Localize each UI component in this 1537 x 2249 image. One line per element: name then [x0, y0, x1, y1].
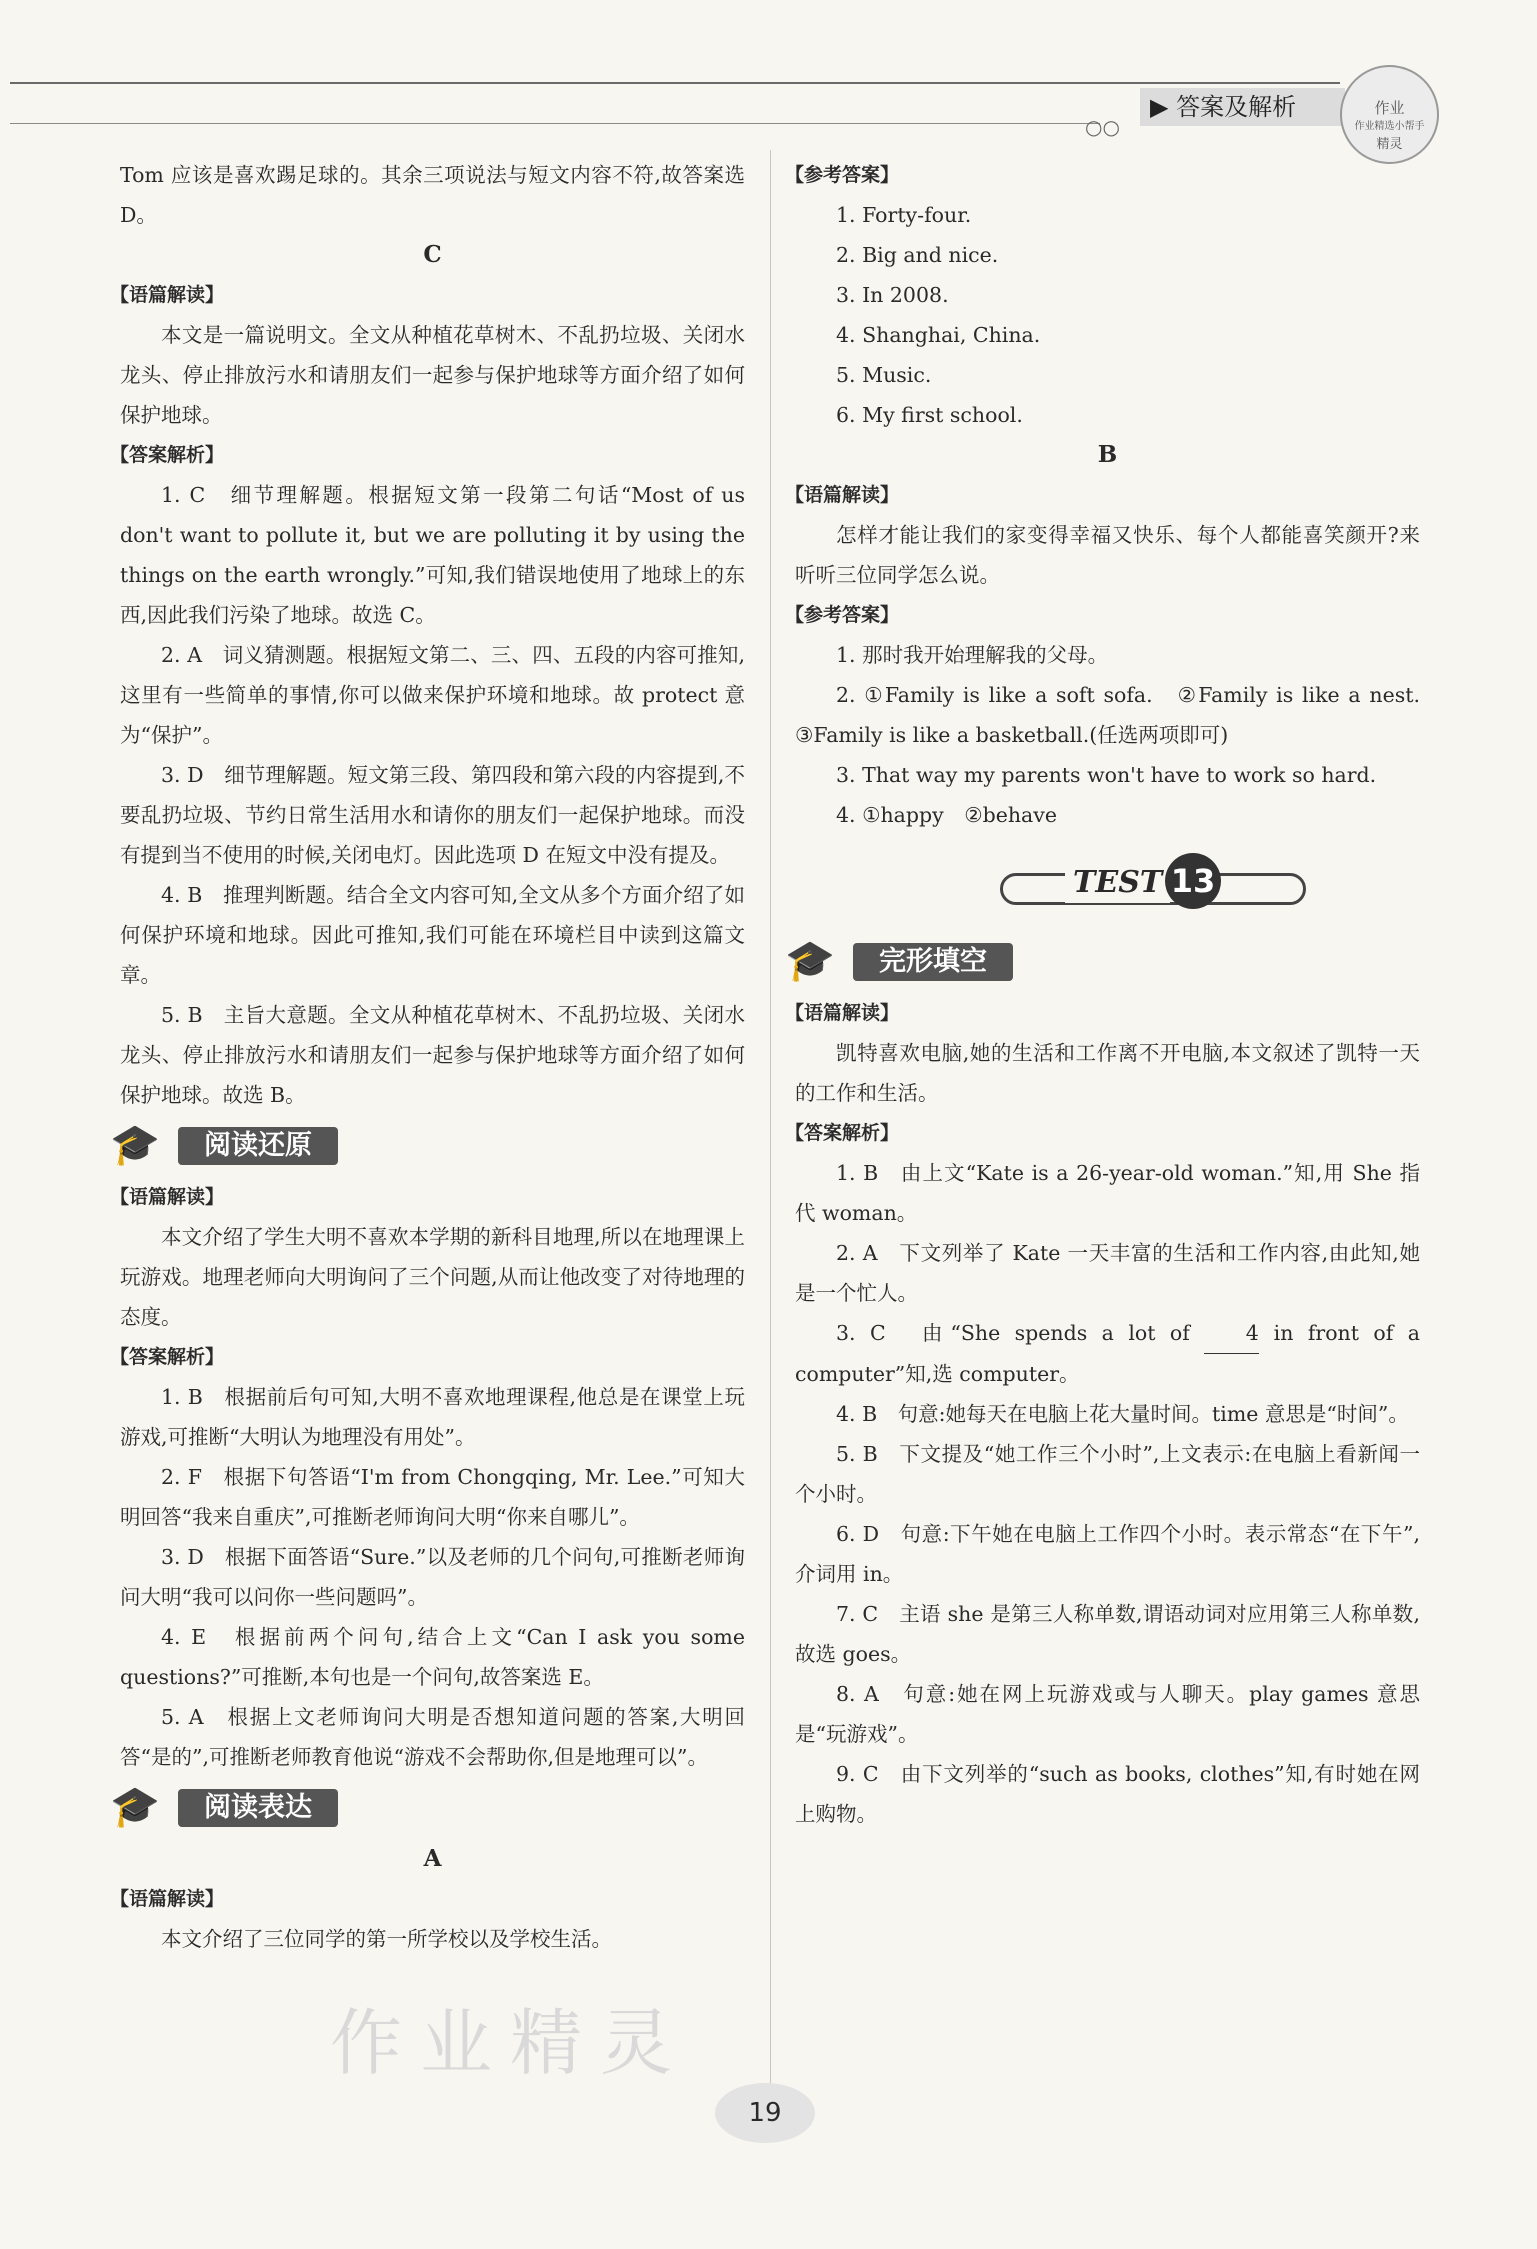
logo-text-bottom: 精灵 — [1376, 137, 1403, 152]
tag-passage-analysis: 【语篇解读】 — [110, 284, 225, 306]
answer-item: 7. C 主语 she 是第三人称单数,谓语动词对应用第三人称单数,故选 goes。 — [795, 1602, 1420, 1666]
left-column — [110, 155, 745, 1959]
answer-item: 2. A 词义猜测题。根据短文第二、三、四、五段的内容可推知,这里有一些简单的事情,你可以做来保护环境和地球。故 protect 意为“保护”。 — [120, 643, 745, 747]
section-letter-b: B — [1097, 441, 1118, 468]
test-label: TEST — [1065, 863, 1170, 903]
column-divider — [770, 150, 771, 2090]
section-banner-cloze — [785, 937, 1035, 985]
banner-label: 阅读还原 — [178, 1127, 338, 1165]
answer-item — [795, 1313, 1420, 1394]
header-circles-decoration: ○○ — [1085, 115, 1120, 139]
answer-item: 5. B 主旨大意题。全文从种植花草树木、不乱扔垃圾、关闭水龙头、停止排放污水和请朋友们一起参与保护地球等方面介绍了如何保护地球。故选 B。 — [120, 1003, 745, 1107]
blank-number: 4 — [1204, 1313, 1259, 1354]
test-banner — [795, 849, 1420, 919]
graduation-cap-icon: 🎓 — [110, 1122, 160, 1168]
answer-text: in front of a computer”知,选 computer。 — [795, 1321, 1420, 1386]
banner-label: 阅读表达 — [178, 1789, 338, 1827]
passage-intro: 本文介绍了学生大明不喜欢本学期的新科目地理,所以在地理课上玩游戏。地理老师向大明询问了三个问题,从而让他改变了对待地理的态度。 — [120, 1225, 745, 1329]
publisher-logo — [1340, 65, 1439, 164]
answer-item: 2. A 下文列举了 Kate 一天丰富的生活和工作内容,由此知,她是一个忙人。 — [795, 1241, 1420, 1305]
answer-text: 3. C 由“She spends a lot of — [836, 1321, 1190, 1345]
tag-answer-analysis: 【答案解析】 — [110, 444, 225, 466]
answer-item: 5. B 下文提及“她工作三个小时”,上文表示:在电脑上看新闻一个小时。 — [795, 1442, 1420, 1506]
answer-line: 1. 那时我开始理解我的父母。 — [836, 643, 1109, 667]
tag-passage-analysis: 【语篇解读】 — [110, 1186, 225, 1208]
tag-passage-analysis: 【语篇解读】 — [110, 1888, 225, 1910]
answer-item: 4. B 句意:她每天在电脑上花大量时间。time 意思是“时间”。 — [836, 1402, 1409, 1426]
header-rule — [10, 82, 1340, 84]
header-rule-secondary — [10, 123, 1100, 124]
answer-item: 5. A 根据上文老师询问大明是否想知道问题的答案,大明回答“是的”,可推断老师教育他说“游戏不会帮助你,但是地理可以”。 — [120, 1705, 745, 1769]
answer-line: 3. That way my parents won't have to work so hard. — [836, 763, 1377, 787]
header-tab-label: 答案及解析 — [1176, 93, 1297, 121]
logo-text-top: 作业 — [1374, 99, 1405, 117]
page-number: 19 — [715, 2083, 815, 2143]
right-column — [785, 155, 1441, 1834]
answer-item: 1. B 根据前后句可知,大明不喜欢地理课程,他总是在课堂上玩游戏,可推断“大明认为地理没有用处”。 — [120, 1385, 745, 1449]
answer-line: 6. My first school. — [836, 403, 1023, 427]
answer-line: 3. In 2008. — [836, 283, 949, 307]
tag-reference-answer: 【参考答案】 — [785, 604, 900, 626]
passage-intro: 本文是一篇说明文。全文从种植花草树木、不乱扔垃圾、关闭水龙头、停止排放污水和请朋友们一起参与保护地球等方面介绍了如何保护地球。 — [120, 323, 745, 427]
answer-item: 3. D 根据下面答语“Sure.”以及老师的几个问句,可推断老师询问大明“我可以问你一些问题吗”。 — [120, 1545, 745, 1609]
tag-passage-analysis: 【语篇解读】 — [785, 1002, 900, 1024]
tag-passage-analysis: 【语篇解读】 — [785, 484, 900, 506]
answer-item: 6. D 句意:下午她在电脑上工作四个小时。表示常态“在下午”,介词用 in。 — [795, 1522, 1420, 1586]
answer-item: 1. B 由上文“Kate is a 26-year-old woman.”知,用 She 指代 woman。 — [795, 1161, 1420, 1225]
section-banner-reading-expression — [110, 1783, 360, 1831]
section-banner-reading-restore — [110, 1121, 360, 1169]
answer-item: 2. F 根据下句答语“I'm from Chongqing, Mr. Lee.”可知大明回答“我来自重庆”,可推断老师询问大明“你来自哪儿”。 — [120, 1465, 745, 1529]
answer-line: 4. Shanghai, China. — [836, 323, 1041, 347]
header-section-tab: ▶ 答案及解析 — [1140, 88, 1345, 126]
passage-intro: 怎样才能让我们的家变得幸福又快乐、每个人都能喜笑颜开?来听听三位同学怎么说。 — [795, 523, 1420, 587]
test-number-badge: 13 — [1165, 853, 1221, 909]
passage-intro: 凯特喜欢电脑,她的生活和工作离不开电脑,本文叙述了凯特一天的工作和生活。 — [795, 1041, 1420, 1105]
answer-line: 2. Big and nice. — [836, 243, 999, 267]
tag-answer-analysis: 【答案解析】 — [110, 1346, 225, 1368]
continuation-paragraph: Tom 应该是喜欢踢足球的。其余三项说法与短文内容不符,故答案选 D。 — [120, 163, 745, 227]
section-letter-c: C — [423, 241, 442, 268]
banner-label: 完形填空 — [853, 943, 1013, 981]
answer-item: 4. E 根据前两个问句,结合上文“Can I ask you some questions?”可推断,本句也是一个问句,故答案选 E。 — [120, 1625, 745, 1689]
answer-line: 2. ①Family is like a soft sofa. ②Family is like a nest. ③Family is like a basketball.(任选两项即可) — [795, 683, 1441, 747]
answer-item: 1. C 细节理解题。根据短文第一段第二句话“Most of us don't want to pollute it, but we are polluting it by using the things on the earth wrongly.”可知,我们错误地使用了地球上的东西,因此我们污染了地球。故选 C。 — [120, 483, 745, 627]
tag-answer-analysis: 【答案解析】 — [785, 1122, 900, 1144]
answer-item: 3. D 细节理解题。短文第三段、第四段和第六段的内容提到,不要乱扔垃圾、节约日常生活用水和请你的朋友们一起保护地球。而没有提到当不使用的时候,关闭电灯。因此选项 D 在短文中没有提及。 — [120, 763, 745, 867]
answer-line: 5. Music. — [836, 363, 932, 387]
passage-intro: 本文介绍了三位同学的第一所学校以及学校生活。 — [161, 1927, 612, 1951]
logo-text-mid: 作业精选小帮手 — [1354, 121, 1425, 132]
graduation-cap-icon: 🎓 — [110, 1784, 160, 1830]
graduation-cap-icon: 🎓 — [785, 938, 835, 984]
tag-reference-answer: 【参考答案】 — [785, 164, 900, 186]
answer-line: 1. Forty-four. — [836, 203, 972, 227]
answer-line: 4. ①happy ②behave — [836, 803, 1057, 827]
watermark: 作业精灵 — [330, 2001, 691, 2085]
answer-item: 9. C 由下文列举的“such as books, clothes”知,有时她在网上购物。 — [795, 1762, 1420, 1826]
answer-item: 8. A 句意:她在网上玩游戏或与人聊天。play games 意思是“玩游戏”。 — [795, 1682, 1420, 1746]
answer-item: 4. B 推理判断题。结合全文内容可知,全文从多个方面介绍了如何保护环境和地球。因此可推知,我们可能在环境栏目中读到这篇文章。 — [120, 883, 745, 987]
section-letter-a: A — [423, 1845, 442, 1872]
